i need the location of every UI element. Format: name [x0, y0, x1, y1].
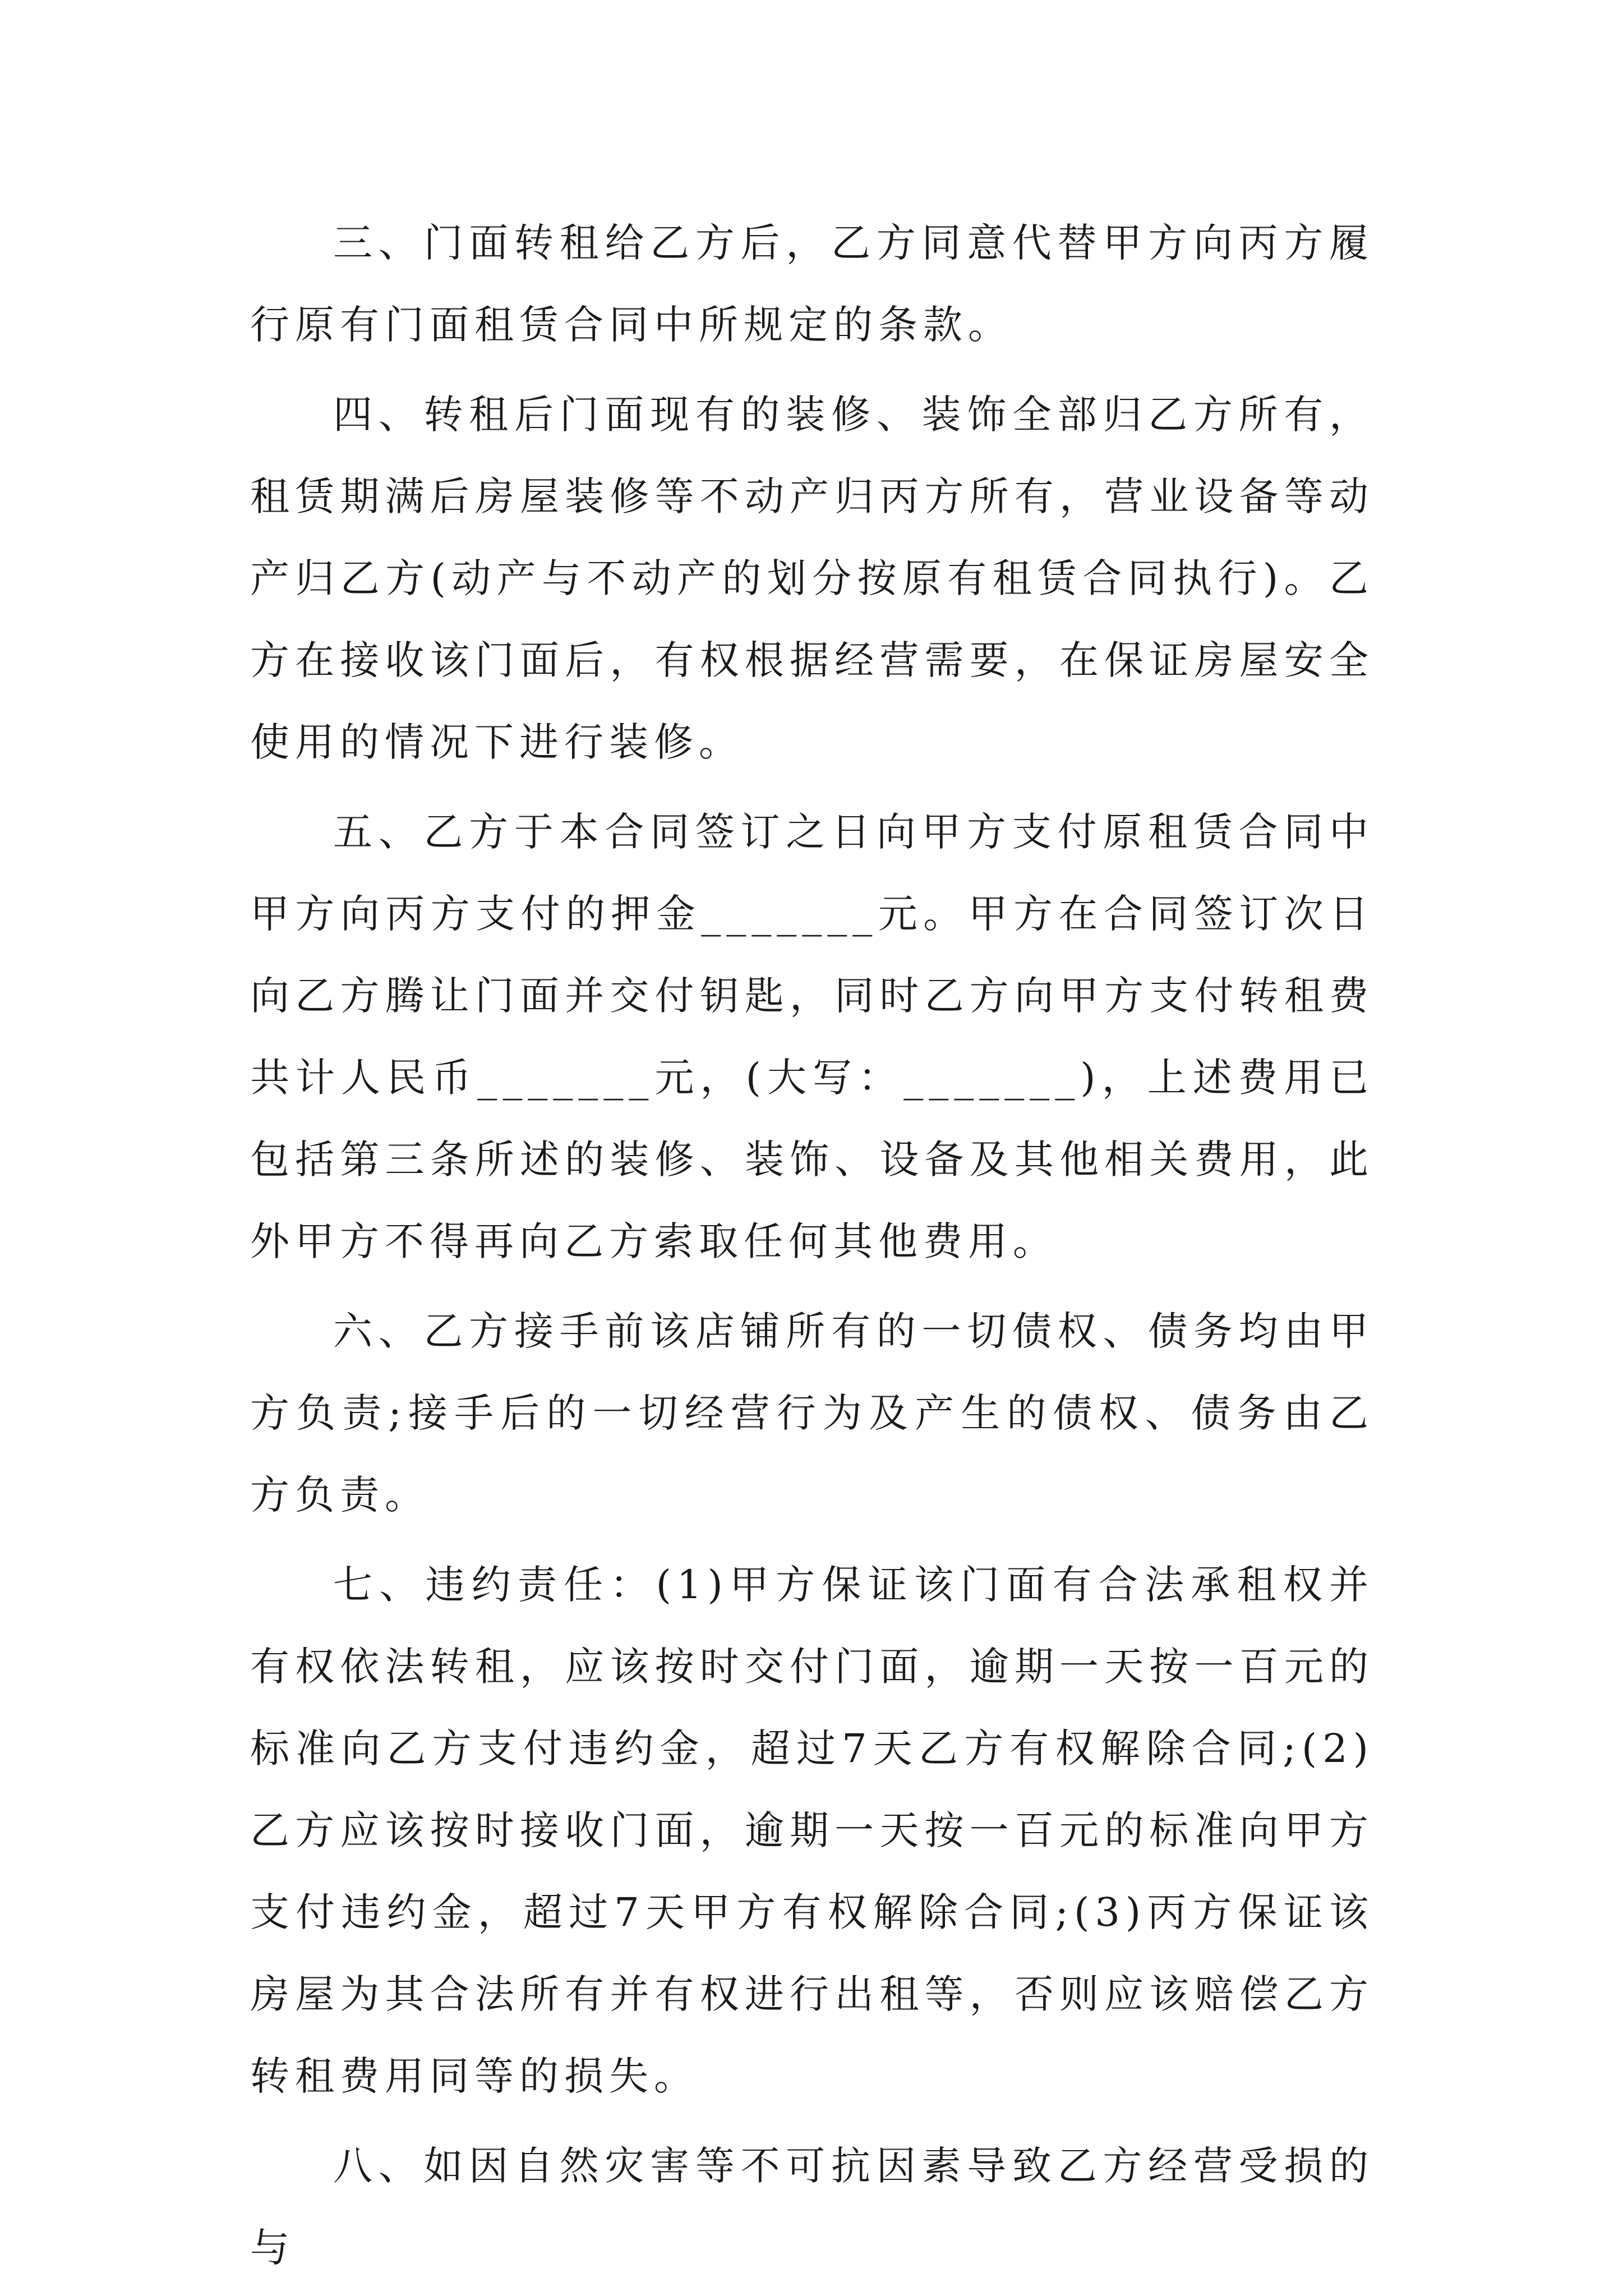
clause-8-paragraph: 八、如因自然灾害等不可抗因素导致乙方经营受损的与 [250, 2143, 1374, 2271]
clause-5-paragraph: 五、乙方于本合同签订之日向甲方支付原租赁合同中甲方向丙方支付的押金_______元。甲方在合同签订次日向乙方腾让门面并交付钥匙，同时乙方向甲方支付转租费共计人民币_______元，(大写：_______)，上述费用已包括第三条所述的装修、装饰、设备及其他相关费用，此外甲方不得再向乙方索取任何其他费用。 [250, 809, 1374, 1264]
clause-6-paragraph: 六、乙方接手前该店铺所有的一切债权、债务均由甲方负责;接手后的一切经营行为及产生的债权、债务由乙方负责。 [250, 1308, 1374, 1518]
clause-7-paragraph: 七、违约责任：(1)甲方保证该门面有合法承租权并有权依法转租，应该按时交付门面，逾期一天按一百元的标准向乙方支付违约金，超过7天乙方有权解除合同;(2)乙方应该按时接收门面，逾期一天按一百元的标准向甲方支付违约金，超过7天甲方有权解除合同;(3)丙方保证该房屋为其合法所有并有权进行出租等，否则应该赔偿乙方转租费用同等的损失。 [250, 1562, 1374, 2099]
document-body [250, 202, 1374, 2289]
clause-3-paragraph: 三、门面转租给乙方后，乙方同意代替甲方向丙方履行原有门面租赁合同中所规定的条款。 [250, 220, 1374, 348]
clause-4-paragraph: 四、转租后门面现有的装修、装饰全部归乙方所有，租赁期满后房屋装修等不动产归丙方所有，营业设备等动产归乙方(动产与不动产的划分按原有租赁合同执行)。乙方在接收该门面后，有权根据经营需要，在保证房屋安全使用的情况下进行装修。 [250, 392, 1374, 765]
